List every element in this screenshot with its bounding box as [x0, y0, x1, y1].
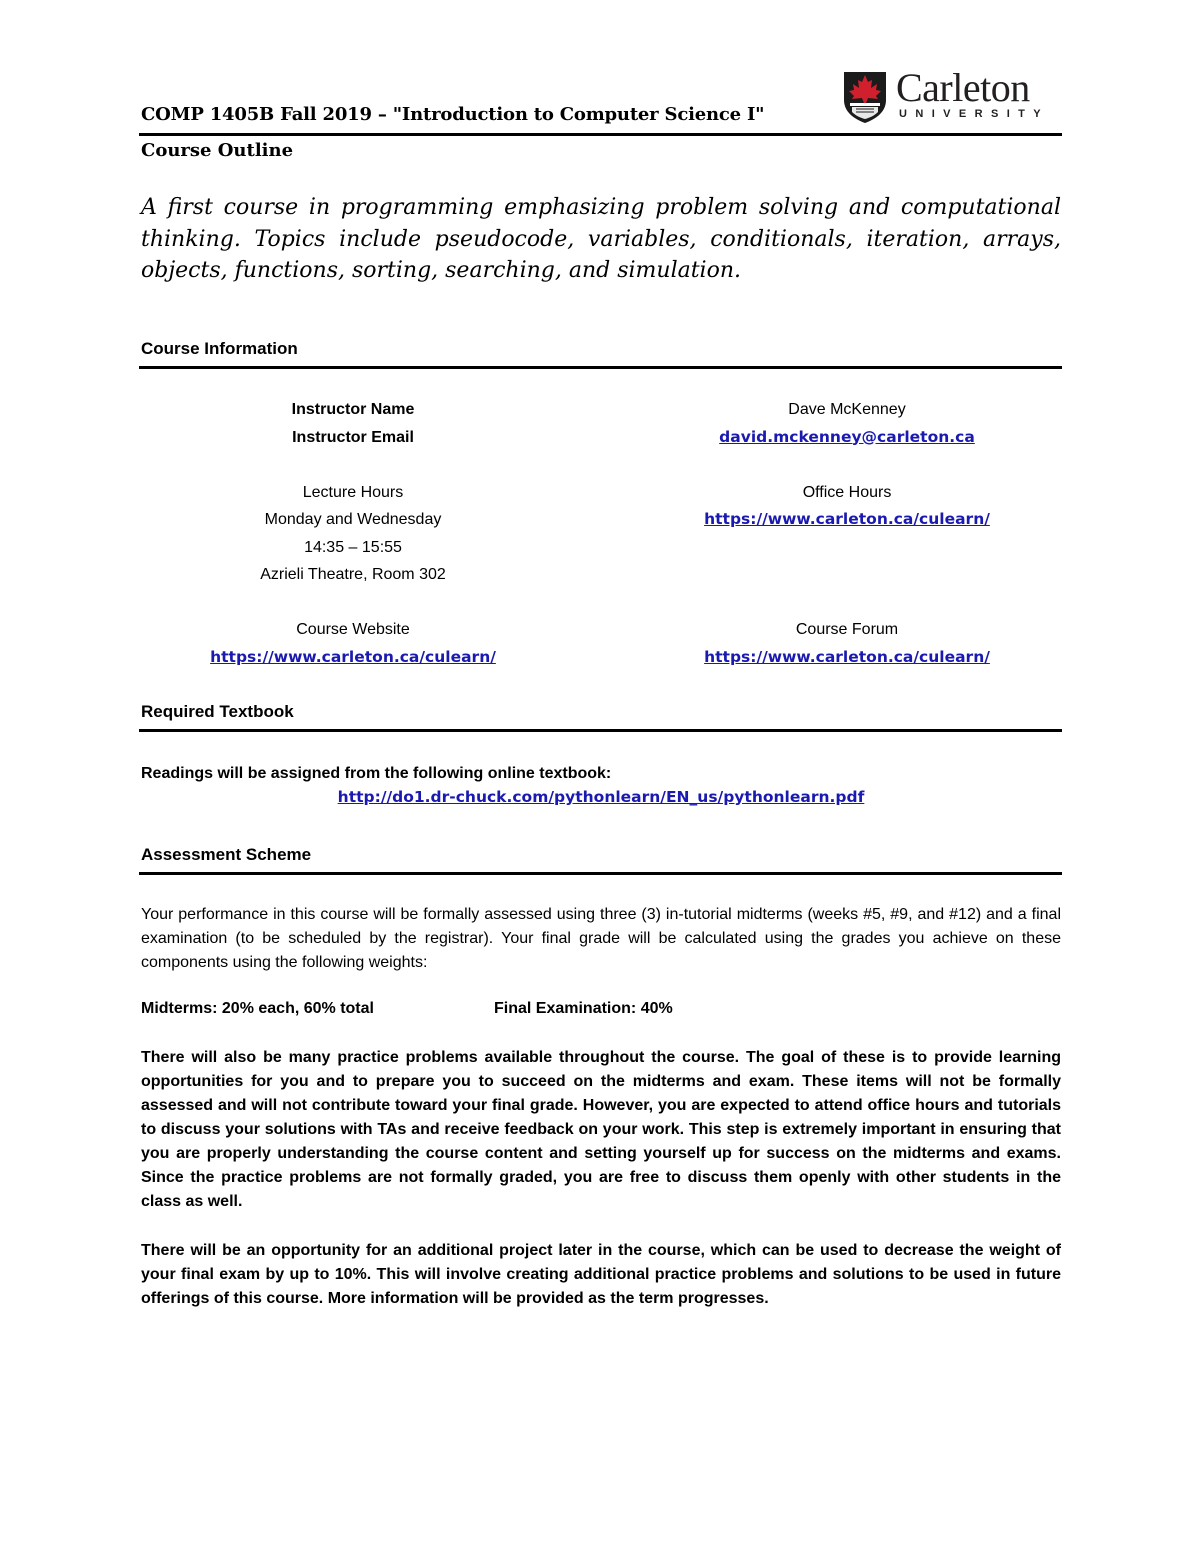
document-subtitle: Course Outline: [141, 140, 294, 161]
assessment-heading: Assessment Scheme: [141, 845, 312, 864]
spacer: [637, 451, 1057, 479]
instructor-email-link[interactable]: david.mckenney@carleton.ca: [719, 427, 975, 446]
course-forum-label: Course Forum: [795, 621, 899, 638]
instructor-email-label: Instructor Email: [292, 428, 414, 446]
lecture-days: Monday and Wednesday: [264, 511, 442, 528]
office-hours-label: Office Hours: [802, 483, 892, 501]
assessment-rule: [139, 872, 1062, 875]
maple-leaf-shield-icon: [842, 70, 888, 124]
course-information-rule: [139, 366, 1062, 369]
final-exam-weight: Final Examination: 40%: [494, 1000, 673, 1017]
logo-wordmark: Carleton: [896, 65, 1030, 110]
course-website-label: Course Website: [296, 621, 410, 638]
course-information-heading: Course Information: [141, 339, 298, 358]
course-website-link[interactable]: https://www.carleton.ca/culearn/: [210, 647, 496, 666]
course-forum-link[interactable]: https://www.carleton.ca/culearn/: [704, 647, 990, 666]
instructor-name: Dave McKenney: [788, 401, 906, 418]
header-rule: [139, 133, 1062, 136]
document-title: COMP 1405B Fall 2019 – "Introduction to Computer Science I": [141, 104, 765, 125]
assessment-paragraph-2: There will also be many practice problems available throughout the course. The goal of these is to provide learning opportunities for you and to prepare you to succeed on the midterms and exam. These items will not be formally assessed and will not contribute toward your final grade. However, you are expected to attend office hours and tutorials to discuss your solutions with TAs and receive feedback on your work. This step is extremely important in ensuring that you are properly understanding the course content and setting yourself up for success on the midterms and exams. Since the practice problems are not formally graded, you are free to discuss them openly with other students in the class as well.: [141, 1049, 1061, 1210]
assessment-paragraph-1: Your performance in this course will be formally assessed using three (3) in-tutorial midterms (weeks #5, #9, and #12) and a final examination (to be scheduled by the registrar). Your final grade will be calculated using the grades you achieve on these components using the following weights:: [141, 906, 1061, 971]
textbook-link[interactable]: http://do1.dr-chuck.com/pythonlearn/EN_us/pythonlearn.pdf: [337, 788, 865, 806]
instructor-name-label: Instructor Name: [291, 401, 415, 418]
info-right-column: [637, 396, 1057, 534]
office-hours-link[interactable]: https://www.carleton.ca/culearn/: [704, 510, 990, 528]
lecture-time: 14:35 – 15:55: [304, 538, 402, 556]
course-forum-block: [637, 616, 1057, 671]
assessment-paragraph-3: There will be an opportunity for an additional project later in the course, which can be used to decrease the weight of your final exam by up to 10%. This will involve creating additional practice problems and solutions to be used in future offerings of this course. More information will be provided as the term progresses.: [141, 1242, 1061, 1307]
textbook-heading: Required Textbook: [141, 702, 294, 721]
logo-university-text: UNIVERSITY: [899, 108, 1050, 120]
course-website-block: [143, 616, 563, 671]
lecture-location: Azrieli Theatre, Room 302: [260, 566, 446, 583]
textbook-link-row: [141, 788, 1061, 807]
textbook-rule: [139, 729, 1062, 732]
course-description: A first course in programming emphasizing problem solving and computational thinking. Topics include pseudocode, variables, conditionals, iteration, arrays, objects, functions, sorting, searching, and simulation.: [141, 195, 1061, 283]
info-left-column: [143, 396, 563, 589]
midterms-weight: Midterms: 20% each, 60% total: [141, 1000, 374, 1017]
lecture-hours-label: Lecture Hours: [302, 483, 404, 501]
textbook-intro: Readings will be assigned from the following online textbook:: [141, 765, 612, 782]
carleton-logo: [842, 65, 1050, 124]
spacer: [143, 451, 563, 479]
